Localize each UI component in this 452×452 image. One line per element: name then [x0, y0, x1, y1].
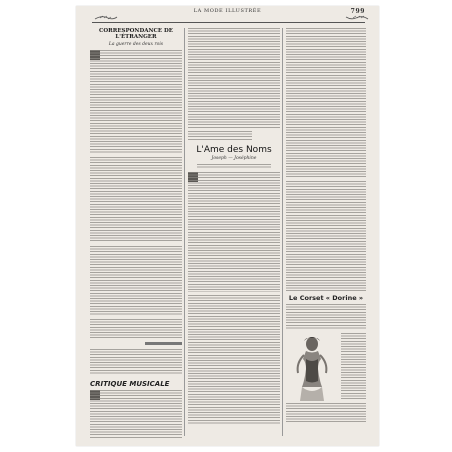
text-block — [90, 319, 182, 339]
text-block — [188, 172, 280, 292]
ad-body — [286, 333, 366, 403]
running-head — [76, 8, 379, 18]
text-block — [188, 295, 280, 425]
ad-title: Le Corset « Dorine » — [288, 294, 364, 302]
text-block — [341, 333, 366, 399]
text-block — [90, 246, 182, 316]
right-ornament-icon — [345, 14, 369, 22]
article-title: L'Ame des Noms — [196, 145, 272, 155]
corset-illustration — [288, 335, 338, 403]
column-right — [286, 28, 366, 438]
left-ornament-icon — [94, 14, 118, 22]
text-block — [90, 157, 182, 243]
article-body — [90, 50, 182, 375]
signature — [145, 342, 182, 345]
section-subtitle: La guerre des deux rois — [108, 42, 164, 47]
newspaper-page — [76, 6, 379, 446]
text-block — [90, 349, 182, 375]
column-left — [90, 28, 182, 438]
column-middle — [188, 28, 280, 438]
text-block — [197, 164, 271, 168]
text-block — [90, 390, 182, 438]
section-title: CORRESPONDANCE DE L'ÉTRANGER — [99, 28, 173, 40]
text-block — [286, 304, 366, 330]
text-block — [286, 403, 366, 423]
music-section-title: CRITIQUE MUSICALE — [90, 380, 170, 388]
text-block — [286, 28, 366, 178]
column-divider — [282, 28, 283, 436]
text-block — [188, 28, 280, 128]
text-block — [90, 50, 182, 154]
article-subtitle: Joseph — Joséphine — [211, 156, 257, 161]
column-divider — [184, 28, 185, 436]
page-number: 799 — [350, 8, 365, 15]
text-block — [188, 131, 252, 141]
running-head-title: LA MODE ILLUSTRÉE — [193, 8, 262, 14]
top-rule — [92, 22, 365, 23]
text-block — [286, 181, 366, 291]
